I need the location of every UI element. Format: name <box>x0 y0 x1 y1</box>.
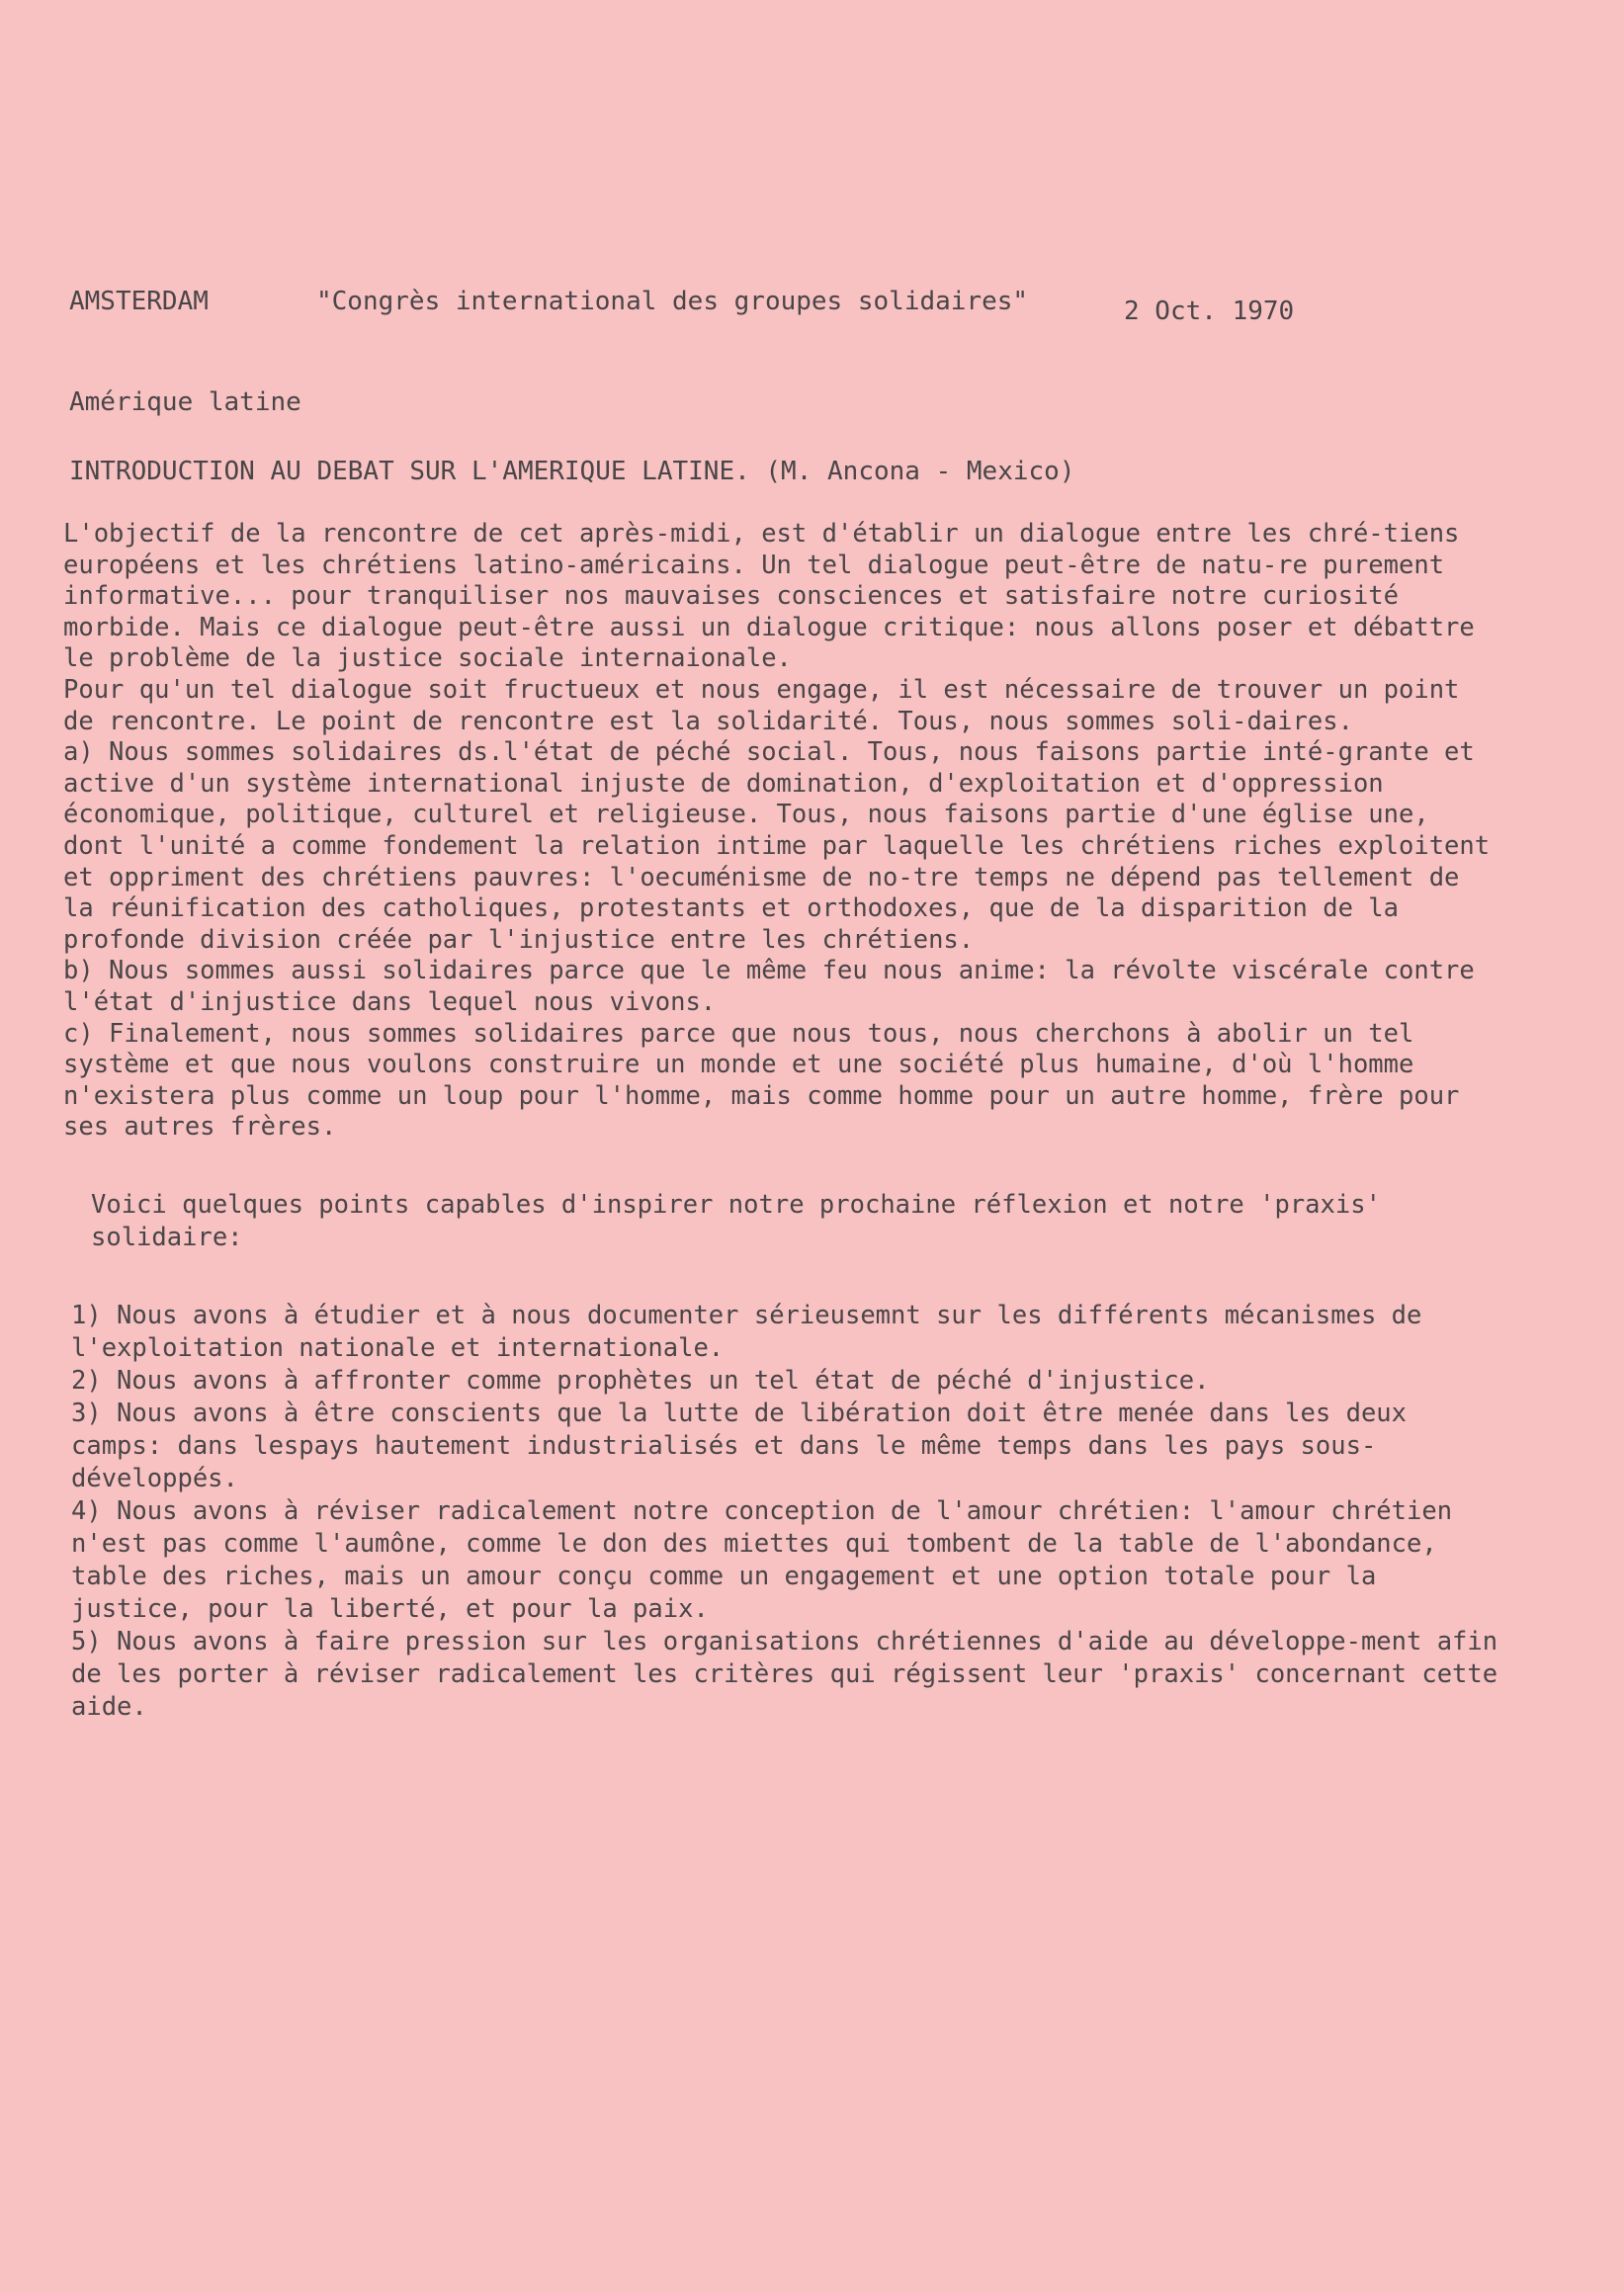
numbered-point-3: 3) Nous avons à être conscients que la lutte de libération doit être menée dans les deux camps: dans lespays hautement industrialisés et dans le même temps dans les pays sous-développés. <box>71 1398 1408 1493</box>
numbered-point-4: 4) Nous avons à réviser radicalement notre conception de l'amour chrétien: l'amour chrétien n'est pas comme l'aumône, comme le don des miettes qui tombent de la table de l'abondance, table des riches, mais un amour conçu comme un engagement et une option totale pour la justice, pour la liberté, et pour la paix. <box>71 1495 1453 1624</box>
paragraph-point-a: a) Nous sommes solidaires ds.l'état de péché social. Tous, nous faisons partie inté-grante et active d'un système international injuste de domination, d'exploitation et d'oppression économique, politique, culturel et religieuse. Tous, nous faisons partie d'une église une, dont l'unité a comme fondement la relation intime par laquelle les chrétiens riches exploitent et oppriment des chrétiens pauvres: l'oecuménisme de no-tre temps ne dépend pas tellement de la réunification des catholiques, protestants et orthodoxes, que de la disparition de la profonde division créée par l'injustice entre les chrétiens. <box>63 737 1491 955</box>
spacer <box>63 1144 1501 1189</box>
header-event-title: "Congrès international des groupes solidaires" <box>316 287 1029 316</box>
paragraph-objective: L'objectif de la rencontre de cet après-midi, est d'établir un dialogue entre les chré-tiens européens et les chrétiens latino-américains. Un tel dialogue peut-être de natu-re purement informative... pour tranquiliser nos mauvaises consciences et satisfaire notre curiosité morbide. Mais ce dialogue peut-être aussi un dialogue critique: nous allons poser et débattre le problème de la justice sociale internaionale. <box>63 519 1475 674</box>
numbered-point-2: 2) Nous avons à affronter comme prophètes un tel état de péché d'injustice. <box>71 1365 1210 1396</box>
intro-title: INTRODUCTION AU DEBAT SUR L'AMERIQUE LATINE. (M. Ancona - Mexico) <box>69 457 1075 486</box>
paragraph-point-b: b) Nous sommes aussi solidaires parce que le même feu nous anime: la révolte viscérale contre l'état d'injustice dans lequel nous vivons. <box>63 956 1475 1017</box>
numbered-point-1: 1) Nous avons à étudier et à nous documenter sérieusemnt sur les différents mécanismes de l'exploitation nationale et internationale. <box>71 1300 1422 1363</box>
header-date: 2 Oct. 1970 <box>1124 297 1295 326</box>
numbered-point-5: 5) Nous avons à faire pression sur les organisations chrétiennes d'aide au développe-ment afin de les porter à réviser radicalement les critères qui régissent leur 'praxis' concernant cette aide. <box>71 1626 1498 1722</box>
header-city: AMSTERDAM <box>69 287 209 316</box>
spacer <box>63 1254 1501 1300</box>
paragraph-point-c: c) Finalement, nous sommes solidaires parce que nous tous, nous cherchons à abolir un tel système et que nous voulons construire un monde et une société plus humaine, d'où l'homme n'existera plus comme un loup pour l'homme, mais comme homme pour un autre homme, frère pour ses autres frères. <box>63 1018 1460 1143</box>
document-body <box>63 519 1501 1724</box>
paragraph-solidarity: Pour qu'un tel dialogue soit fructueux et nous engage, il est nécessaire de trouver un point de rencontre. Le point de rencontre est la solidarité. Tous, nous sommes soli-daires. <box>63 674 1460 736</box>
lead-in: Voici quelques points capables d'inspirer notre prochaine réflexion et notre 'praxis' solidaire: <box>91 1189 1381 1252</box>
subheading: Amérique latine <box>69 387 301 417</box>
